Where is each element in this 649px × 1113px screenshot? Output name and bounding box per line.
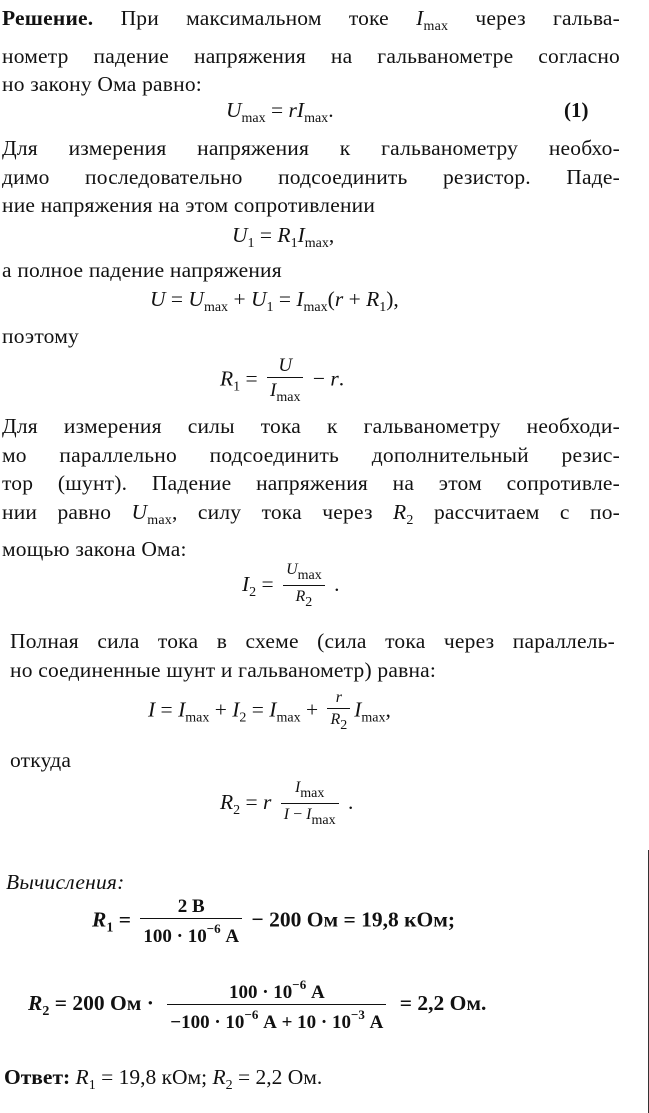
symbol-R: R — [366, 287, 380, 311]
calc-label — [6, 868, 624, 897]
denominator — [327, 708, 350, 733]
equation-r1: $R_1$ = $\frac{U}{I_{max}}$ − r. — [220, 355, 345, 405]
text-line: откуда — [10, 748, 72, 772]
symbol-r: r — [263, 789, 272, 814]
symbol-I: I — [232, 697, 240, 722]
fraction — [327, 690, 350, 733]
symbol-I: I — [306, 806, 312, 823]
subscript-1: 1 — [88, 1078, 96, 1093]
numerator — [283, 562, 325, 585]
exponent: −6 — [292, 977, 307, 992]
symbol-I: I — [294, 779, 301, 796]
subscript-1: 1 — [106, 920, 114, 936]
text-line: тор (шунт). Падение напряжения на этом сопротивле- — [2, 471, 620, 495]
symbol-I: I — [296, 287, 304, 311]
symbol-I: I — [178, 697, 186, 722]
symbol-I: I — [148, 697, 156, 722]
denominator-text: 100 · 10 — [143, 926, 207, 947]
subscript-max: max — [276, 710, 301, 726]
denominator-text: А + 10 · 10 — [258, 1012, 351, 1033]
symbol-U: U — [150, 287, 166, 311]
subscript-max: max — [300, 786, 325, 801]
fraction — [140, 897, 242, 946]
symbol-I: I — [269, 697, 277, 722]
numerator: r — [335, 689, 342, 706]
paragraph-intro — [2, 4, 620, 99]
subscript-max: max — [303, 300, 328, 315]
equation-i-total: $I = I_{max} + I_2 = I_{max}$ + $\frac{r}{R2}$ $I_{max}$, — [148, 689, 391, 733]
subscript-1: 1 — [247, 236, 255, 251]
subscript-max: max — [241, 111, 266, 126]
answer-r1: = 19,8 кОм; — [101, 1065, 208, 1089]
calc-r2-result: = 2,2 Ом. — [399, 990, 487, 1015]
subscript-max: max — [203, 300, 229, 315]
denominator — [267, 377, 303, 405]
subscript-max: max — [311, 813, 336, 828]
subscript-2: 2 — [42, 1003, 50, 1019]
symbol-r: r — [330, 366, 339, 391]
equation-u1: $U_1 = R_1I_{max}$, — [232, 223, 335, 251]
text-line: нометр падение напряжения на гальванометре согласно — [2, 43, 620, 68]
text-line: но соединенные шунт и гальванометр) равна: — [10, 657, 437, 682]
paragraph-total-current — [10, 627, 615, 684]
symbol-I: I — [270, 380, 277, 401]
denominator-text: −100 · 10 — [170, 1012, 245, 1033]
exponent: −3 — [351, 1007, 365, 1022]
numerator — [167, 978, 386, 1004]
fraction — [283, 562, 325, 610]
symbol-R: R — [212, 1065, 226, 1089]
subscript-2: 2 — [233, 802, 241, 818]
symbol-I: I — [283, 806, 290, 823]
exponent: −6 — [206, 921, 221, 936]
unit: А — [306, 982, 325, 1003]
numerator: U — [278, 355, 293, 376]
symbol-U: U — [188, 287, 204, 311]
symbol-R: R — [330, 711, 341, 728]
denominator: I − Imax — [281, 803, 339, 828]
symbol-r: r — [334, 287, 344, 311]
answer-line — [4, 1067, 322, 1093]
answer-r2: = 2,2 Ом. — [238, 1065, 323, 1089]
symbol-R: R — [220, 789, 234, 814]
subscript-1: 1 — [379, 300, 387, 315]
text-span: нии равно — [2, 499, 112, 524]
calc-r1: $R_1$ = $\frac{2 В}{100 \cdot 10^{-6} А}$ − 200 Ом = 19,8 кОм; — [92, 896, 456, 947]
text-line: мо параллельно подсоединить дополнительный резис- — [2, 442, 620, 467]
text-line: мощью закона Ома: — [2, 537, 187, 561]
text-line: поэтому — [2, 324, 79, 348]
subscript-1: 1 — [290, 236, 298, 251]
text-span: , силу тока через — [171, 499, 373, 524]
subscript-max: max — [361, 710, 386, 726]
unit: А — [364, 1012, 384, 1033]
calc-r2 — [28, 978, 486, 1032]
equation-number: (1) — [564, 98, 589, 122]
calc-r1-result: − 200 Ом = 19,8 кОм; — [251, 907, 456, 932]
text-span: рассчитаем с по- — [433, 499, 621, 524]
symbol-R: R — [277, 223, 291, 247]
fraction — [167, 978, 386, 1032]
symbol-R: R — [393, 499, 407, 524]
symbol-U: U — [131, 499, 148, 524]
calc-r2-lead: = 200 Ом · — [54, 990, 154, 1015]
symbol-I: I — [297, 223, 305, 247]
subscript-2: 2 — [249, 584, 257, 600]
text-line: Для измерения силы тока к гальванометру необходи- — [2, 414, 620, 438]
symbol-I: I — [354, 697, 362, 722]
symbol-U: U — [286, 561, 298, 578]
numerator: 2 В — [177, 896, 205, 917]
symbol-I: I — [242, 571, 250, 596]
subscript-max: max — [423, 19, 449, 34]
symbol-R: R — [75, 1065, 89, 1089]
subscript-2: 2 — [406, 512, 414, 528]
equation-u-total: $U = U_{max} + U_1 = I_{max}(r + R_1)$, — [150, 287, 399, 315]
symbol-R: R — [92, 907, 107, 932]
paragraph-therefore — [2, 322, 620, 351]
numerator-text: 100 · 10 — [228, 982, 293, 1003]
paragraph-total-drop — [2, 256, 620, 285]
text-span: через гальва- — [475, 6, 620, 30]
symbol-I: I — [296, 98, 305, 122]
subscript-max: max — [304, 111, 329, 126]
subscript-max: max — [276, 390, 301, 405]
exponent: −6 — [244, 1007, 259, 1022]
text-line: ние напряжения на этом сопротивлении — [2, 193, 376, 217]
subscript-2: 2 — [239, 710, 247, 726]
equation-umax: $U_{max} = rI_{max}$. — [226, 98, 334, 126]
fraction — [281, 780, 339, 828]
equation-r2: $R_2 = r$ $\frac{Imax}{I - Imax}$ . — [220, 779, 354, 828]
text-line: Для измерения напряжения к гальванометру необхо- — [2, 136, 620, 160]
symbol-R: R — [295, 588, 306, 605]
symbol-U: U — [250, 287, 267, 311]
subscript-max: max — [304, 236, 329, 251]
symbol-U: U — [232, 223, 248, 247]
text-line: Вычисления: — [6, 870, 125, 894]
subscript-max: max — [297, 568, 322, 583]
text-line: но закону Ома равно: — [2, 72, 202, 96]
symbol-r: r — [288, 98, 297, 122]
subscript-1: 1 — [266, 300, 274, 315]
text-line — [2, 4, 620, 42]
paragraph-whence — [10, 746, 628, 775]
answer-label: Ответ: — [4, 1065, 71, 1089]
symbol-I: I — [416, 6, 424, 30]
text-span: При максимальном токе — [120, 6, 389, 30]
denominator — [140, 918, 242, 946]
text-line: а полное падение напряжения — [2, 258, 282, 282]
paragraph-voltage — [2, 134, 620, 220]
subscript-max: max — [185, 710, 210, 726]
subscript-2: 2 — [340, 718, 348, 733]
symbol-R: R — [28, 990, 43, 1015]
text-line: димо последовательно подсоединить резистор. Паде- — [2, 164, 620, 189]
text-line — [2, 498, 620, 536]
subscript-2: 2 — [225, 1078, 233, 1093]
solution-label: Решение. — [2, 6, 94, 30]
unit: А — [220, 926, 240, 947]
denominator — [283, 585, 325, 610]
text-line: Полная сила тока в схеме (сила тока через параллель- — [10, 629, 615, 653]
denominator — [167, 1004, 386, 1032]
subscript-1: 1 — [233, 379, 241, 395]
numerator — [281, 780, 339, 803]
subscript-2: 2 — [305, 595, 313, 610]
fraction — [267, 356, 303, 405]
symbol-R: R — [220, 366, 234, 391]
equation-i2: $I_2$ = $\frac{Umax}{R2}$ . — [242, 561, 340, 610]
paragraph-current — [2, 412, 620, 564]
symbol-U: U — [226, 98, 242, 122]
subscript-max: max — [147, 512, 172, 528]
